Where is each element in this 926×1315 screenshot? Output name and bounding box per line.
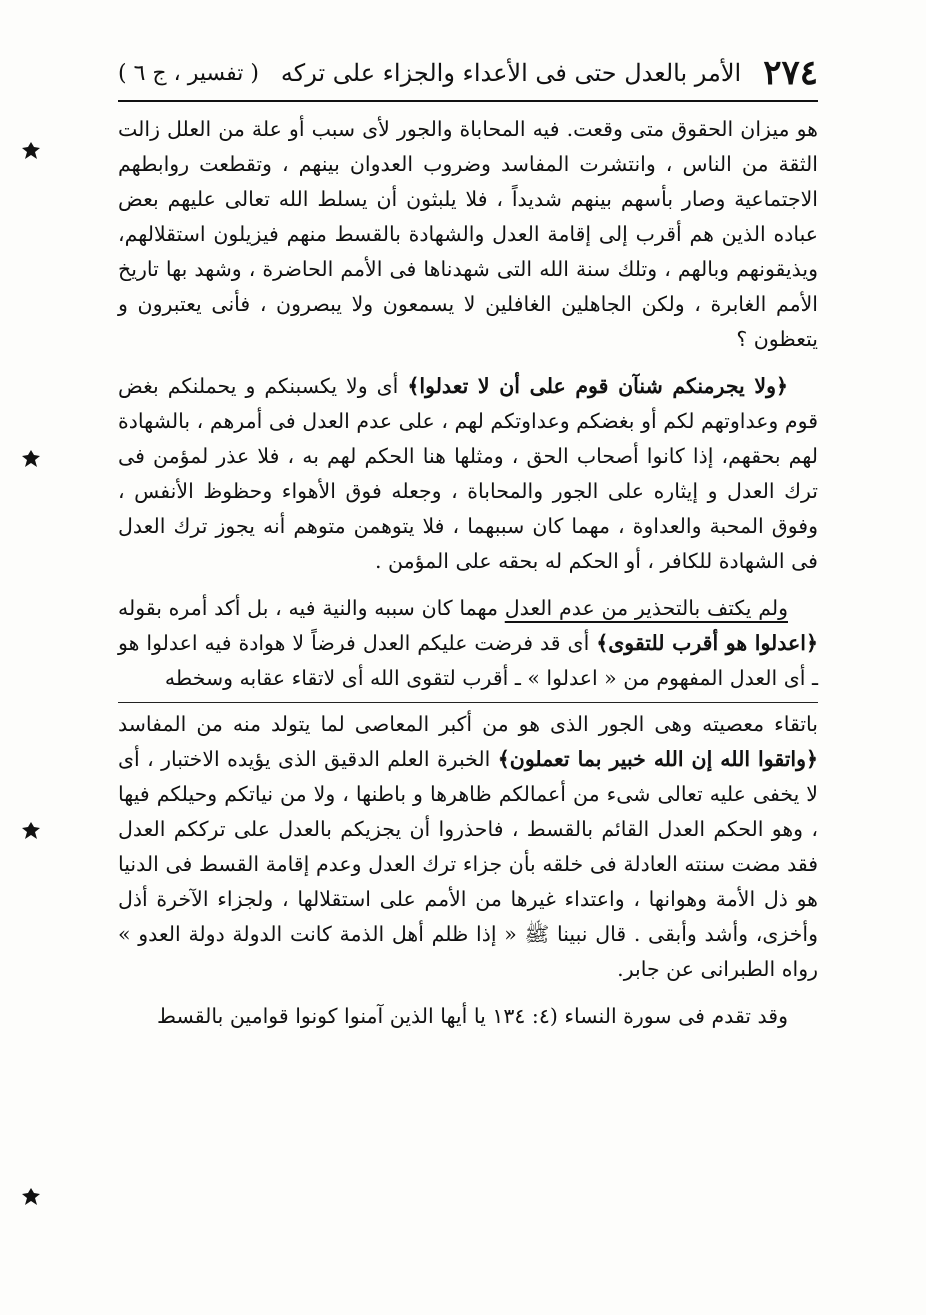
- quran-verse: ﴿ولا يجرمنكم شنآن قوم على أن لا تعدلوا﴾: [407, 374, 788, 398]
- paragraph-4-text: باتقاء معصيته وهى الجور الذى هو من أكبر المعاصى لما يتولد منه من المفاسد: [118, 712, 818, 736]
- page-body: [118, 112, 818, 1034]
- paragraph-1: [118, 112, 818, 357]
- paragraph-3-text-cont: أى قد فرضت عليكم العدل فرضاً لا هوادة فيه اعدلوا هو ـ أى العدل المفهوم من « اعدلوا » ـ أقرب لتقوى الله أى لاتقاء عقابه وسخطه: [118, 631, 818, 690]
- page-header: [118, 50, 818, 96]
- paragraph-4: [118, 707, 818, 987]
- page-number: ٢٧٤: [763, 53, 818, 93]
- ink-blot-icon: [20, 820, 42, 842]
- paragraph-3-text: مهما كان سببه والنية فيه ، بل أكد أمره بقوله: [118, 596, 505, 620]
- ink-blot-icon: [20, 448, 42, 470]
- paragraph-2: [118, 369, 818, 579]
- quran-verse: ﴿اعدلوا هو أقرب للتقوى﴾: [596, 631, 818, 655]
- underlined-phrase: ولم يكتف بالتحذير من عدم العدل: [504, 596, 788, 620]
- quran-verse: ﴿واتقوا الله إن الله خبير بما تعملون﴾: [497, 747, 819, 771]
- paragraph-1-text: هو ميزان الحقوق متى وقعت. فيه المحاباة والجور لأى سبب أو علة من العلل زالت الثقة من الناس ، وانتشرت المفاسد وضروب العدوان بينهم ، وتقطعت روابطهم الاجتماعية وصار بأسهم بينهم شديداً ، فلا يلبثون أن يسلط الله تعالى عليهم بعض عباده الذين هم أقرب إلى إقامة العدل والشهادة بالقسط منهم فيزيلون استقلالهم، ويذيقونهم وبالهم ، وتلك سنة الله التى شهدناها فى الأمم الحاضرة ، وشهد بها تاريخ الأمم الغابرة ، ولكن الجاهلين الغافلين لا يسمعون ولا يبصرون ، فأنى يعتبرون و يتعظون ؟: [118, 117, 818, 351]
- paragraph-5-text: وقد تقدم فى سورة النساء (٤: ١٣٤ يا أيها الذين آمنوا كونوا قوامين بالقسط: [156, 1004, 788, 1028]
- paragraph-4-text-cont: الخبرة العلم الدقيق الذى يؤيده الاختبار ، أى لا يخفى عليه تعالى شىء من أعمالكم ظاهرها و باطنها ، ولا من نياتكم وحيلكم فيها ، وهو الحكم العدل القائم بالقسط ، فاحذروا أن يجزيكم بالعدل على ترككم العدل فقد مضت سنته العادلة فى خلقه بأن جزاء ترك العدل وعدم إقامة القسط فى الدنيا هو ذل الأمة وهوانها ، واعتداء غيرها من الأمم على استقلالها ، ولجزاء الآخرة أذل وأخزى، وأشد وأبقى . قال نبينا ﷺ « إذا ظلم أهل الذمة كانت الدولة دولة العدو » رواه الطبرانى عن جابر.: [118, 747, 818, 981]
- ink-blot-icon: [20, 1186, 42, 1208]
- running-title: الأمر بالعدل حتى فى الأعداء والجزاء على تركه: [280, 59, 742, 87]
- paragraph-2-text: أى ولا يكسبنكم و يحملنكم بغض قوم وعداوتهم لكم أو بغضكم وعداوتكم لهم ، على عدم العدل فى أمرهم ، بالشهادة لهم بحقهم، إذا كانوا أصحاب الحق ، ومثلها هنا الحكم لهم به ، فلا عذر لمؤمن فى ترك العدل و إيثاره على الجور والمحاباة ، وجعله فوق الأهواء وحظوظ الأنفس ، وفوق المحبة والعداوة ، مهما كان سببهما ، فلا يتوهمن متوهم أنه يجوز ترك العدل فى الشهادة للكافر ، أو الحكم له بحقه على المؤمن .: [118, 374, 818, 573]
- book-reference: ( تفسير ، ج ٦ ): [118, 60, 259, 86]
- header-rule: [118, 100, 818, 102]
- divider-line: [118, 702, 818, 703]
- ink-blot-icon: [20, 140, 42, 162]
- paragraph-5: [118, 999, 818, 1034]
- paragraph-3: [118, 591, 818, 696]
